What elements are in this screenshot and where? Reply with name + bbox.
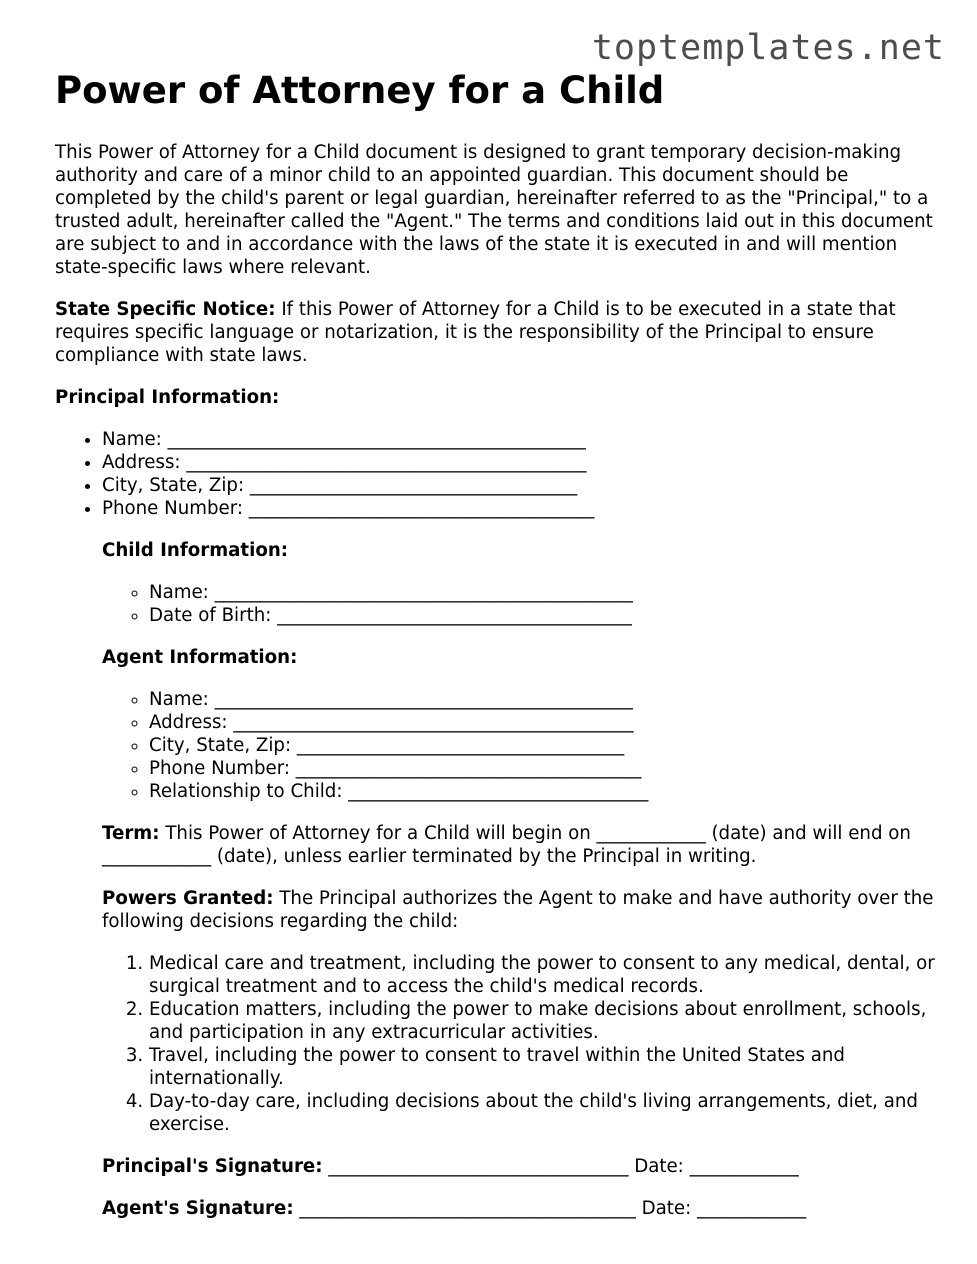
state-notice-text: If this Power of Attorney for a Child is to be executed in a state that requires specific language or notarization, it is the responsibility of the Principal to ensure compliance with state laws. — [55, 299, 896, 366]
agent-heading: Agent Information: — [102, 647, 298, 668]
powers-text: The Principal authorizes the Agent to make and have authority over the following decisions regarding the child: — [102, 888, 934, 932]
principal-fields — [55, 428, 935, 520]
principal-signature-blank: _________________________________ Date: ____________ — [322, 1156, 799, 1177]
agent-phone-field: ◦ Phone Number: ______________________________________ — [149, 757, 935, 780]
agent-relationship-field: ◦ Relationship to Child: _________________________________ — [149, 780, 935, 803]
child-name-field: ◦ Name: ______________________________________________ — [149, 581, 935, 604]
document-title: Power of Attorney for a Child — [55, 69, 665, 112]
agent-address-field: ◦ Address: ____________________________________________ — [149, 711, 935, 734]
agent-name-field: ◦ Name: ______________________________________________ — [149, 688, 935, 711]
intro-paragraph: This Power of Attorney for a Child document is designed to grant temporary decision-making authority and care of a minor child to an appointed guardian. This document should be completed by the child's parent or legal guardian, hereinafter referred to as the "Principal," to a trusted adult, hereinafter called the "Agent." The terms and conditions laid out in this document are subject to and in accordance with the laws of the state it is executed in and will mention state-specific laws where relevant. — [55, 142, 933, 278]
watermark: toptemplates.net — [591, 28, 945, 68]
term-text: This Power of Attorney for a Child will begin on ____________ (date) and will end on ____________ (date), unless earlier terminated by the Principal in writing. — [102, 823, 911, 867]
child-dob-field: ◦ Date of Birth: _______________________________________ — [149, 604, 935, 627]
principal-city-state-zip-field: • City, State, Zip: ____________________________________ — [102, 474, 935, 497]
agent-signature-label: Agent's Signature: — [102, 1198, 294, 1219]
term-label: Term: — [102, 823, 160, 844]
agent-fields — [102, 688, 935, 803]
agent-signature-line — [102, 1197, 935, 1220]
child-fields — [102, 581, 935, 627]
power-item-medical: 1. Medical care and treatment, including the power to consent to any medical, dental, or surgical treatment and to access the child's medical records. — [149, 952, 935, 998]
powers-label: Powers Granted: — [102, 888, 274, 909]
power-item-day-to-day: 4. Day-to-day care, including decisions about the child's living arrangements, diet, and exercise. — [149, 1090, 935, 1136]
state-notice-label: State Specific Notice: — [55, 299, 276, 320]
principal-phone-field: • Phone Number: ______________________________________ — [102, 497, 935, 520]
child-heading: Child Information: — [102, 540, 289, 561]
agent-city-state-zip-field: ◦ City, State, Zip: ____________________________________ — [149, 734, 935, 757]
principal-signature-line — [102, 1155, 935, 1178]
power-item-travel: 3. Travel, including the power to consent to travel within the United States and internationally. — [149, 1044, 935, 1090]
powers-paragraph — [102, 887, 935, 933]
principal-name-field: • Name: ______________________________________________ — [102, 428, 935, 451]
principal-signature-label: Principal's Signature: — [102, 1156, 323, 1177]
state-notice-paragraph — [55, 298, 935, 367]
power-item-education: 2. Education matters, including the power to make decisions about enrollment, schools, and participation in any extracurricular activities. — [149, 998, 935, 1044]
principal-heading: Principal Information: — [55, 387, 280, 408]
nested-section — [55, 539, 935, 1220]
agent-signature-blank: _____________________________________ Date: ____________ — [293, 1198, 807, 1219]
document-page — [55, 66, 935, 1239]
term-paragraph — [102, 822, 935, 868]
principal-address-field: • Address: ____________________________________________ — [102, 451, 935, 474]
powers-list — [102, 952, 935, 1136]
